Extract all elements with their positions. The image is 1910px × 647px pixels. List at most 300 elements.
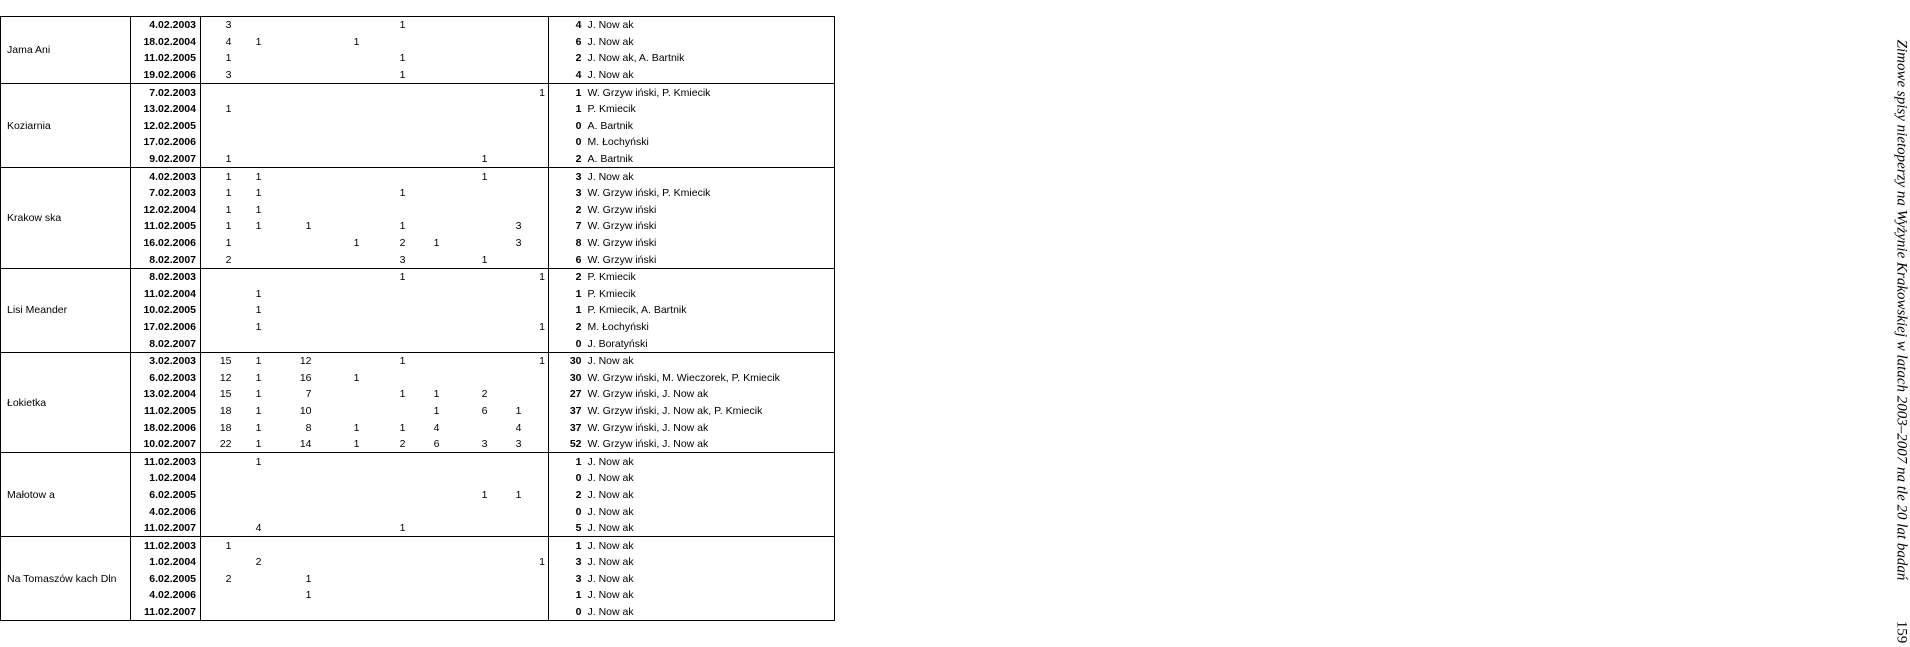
species-count (409, 537, 443, 554)
species-count (491, 118, 525, 135)
observers: M. Łochyński (585, 319, 835, 336)
species-count (315, 487, 363, 504)
census-date: 9.02.2007 (131, 151, 201, 168)
observers: P. Kmiecik (585, 268, 835, 285)
species-count (265, 302, 315, 319)
species-count (265, 520, 315, 537)
observers: J. Now ak (585, 537, 835, 554)
species-count (409, 470, 443, 487)
species-count (491, 168, 525, 185)
species-count (491, 84, 525, 101)
species-count (265, 319, 315, 336)
species-count: 1 (315, 436, 363, 453)
observers: W. Grzyw iński, J. Now ak, P. Kmiecik (585, 403, 835, 420)
species-count (409, 218, 443, 235)
species-count: 1 (255, 304, 262, 317)
species-count (409, 587, 443, 604)
species-count (409, 168, 443, 185)
observers: J. Now ak (585, 604, 835, 621)
species-count (265, 235, 315, 252)
observers: W. Grzyw iński, P. Kmiecik (585, 84, 835, 101)
species-count: 3 (515, 220, 522, 233)
species-count (235, 604, 265, 621)
species-count (443, 67, 491, 84)
species-count: 3 (201, 67, 235, 84)
observers: A. Bartnik (585, 151, 835, 168)
observers: J. Now ak (585, 503, 835, 520)
species-count (443, 302, 491, 319)
species-count (443, 101, 491, 118)
census-date: 11.02.2007 (131, 604, 201, 621)
species-count: 12 (219, 371, 232, 384)
species-count (525, 302, 549, 319)
row-total: 4 (549, 67, 585, 84)
row-total: 0 (549, 503, 585, 520)
species-count (363, 470, 409, 487)
species-count (491, 537, 525, 554)
species-count (265, 134, 315, 151)
census-date: 8.02.2007 (131, 251, 201, 268)
species-count (491, 554, 525, 571)
species-count (201, 268, 235, 285)
observers: J. Now ak (585, 168, 835, 185)
row-total: 1 (549, 286, 585, 303)
species-count (409, 268, 443, 285)
census-date: 11.02.2004 (131, 286, 201, 303)
species-count (443, 587, 491, 604)
row-total: 2 (549, 202, 585, 219)
species-count (409, 17, 443, 34)
row-total: 1 (549, 101, 585, 118)
species-count (201, 302, 235, 319)
species-count: 1 (201, 168, 235, 185)
species-count (525, 419, 549, 436)
species-count (409, 503, 443, 520)
site-name: Lisi Meander (1, 268, 131, 352)
species-count (363, 453, 409, 470)
species-count (265, 487, 315, 504)
species-count (363, 84, 409, 101)
census-date: 10.02.2005 (131, 302, 201, 319)
species-count: 1 (539, 556, 545, 569)
species-count: 18 (219, 421, 232, 434)
observers: W. Grzyw iński, J. Now ak (585, 386, 835, 403)
species-count (409, 302, 443, 319)
observers: J. Now ak (585, 487, 835, 504)
species-count: 1 (363, 67, 409, 84)
species-count (265, 470, 315, 487)
running-header (945, 0, 1910, 647)
species-count (201, 470, 235, 487)
species-count (235, 17, 265, 34)
row-total: 2 (549, 319, 585, 336)
species-count (491, 369, 525, 386)
census-date: 16.02.2006 (131, 235, 201, 252)
species-count (491, 286, 525, 303)
species-count (363, 202, 409, 219)
species-count: 7 (305, 388, 312, 401)
species-count (235, 587, 265, 604)
species-count (363, 369, 409, 386)
species-count (315, 50, 363, 67)
census-date: 11.02.2005 (131, 50, 201, 67)
species-count: 1 (443, 168, 491, 185)
species-count: 1 (353, 421, 360, 434)
census-date: 6.02.2003 (131, 369, 201, 386)
row-total: 1 (549, 587, 585, 604)
species-count: 2 (363, 436, 409, 453)
species-count: 1 (433, 237, 440, 250)
observers: W. Grzyw iński, M. Wieczorek, P. Kmiecik (585, 369, 835, 386)
species-count: 1 (255, 220, 262, 233)
species-count (443, 352, 491, 369)
species-count: 3 (363, 251, 409, 268)
species-count (315, 151, 363, 168)
species-count (315, 571, 363, 588)
species-count: 1 (225, 203, 232, 216)
species-count: 1 (443, 151, 491, 168)
species-count: 4 (225, 35, 232, 48)
species-count: 1 (481, 488, 488, 501)
row-total: 8 (549, 235, 585, 252)
species-count (443, 202, 491, 219)
observers: J. Now ak (585, 352, 835, 369)
species-count (363, 604, 409, 621)
site-name: Małotow a (1, 453, 131, 537)
species-count: 1 (353, 371, 360, 384)
species-count: 1 (305, 589, 312, 602)
species-count (315, 604, 363, 621)
species-count: 1 (255, 203, 262, 216)
census-date: 4.02.2003 (131, 168, 201, 185)
species-count (409, 118, 443, 135)
observers: W. Grzyw iński (585, 218, 835, 235)
species-count: 1 (363, 520, 409, 537)
row-total: 6 (549, 34, 585, 51)
species-count (265, 286, 315, 303)
species-count (525, 436, 549, 453)
species-count (265, 604, 315, 621)
species-count (265, 168, 315, 185)
observers: J. Now ak (585, 17, 835, 34)
observers: W. Grzyw iński, P. Kmiecik (585, 185, 835, 202)
species-count (201, 487, 235, 504)
species-count: 4 (433, 421, 440, 434)
species-count (443, 571, 491, 588)
table-row (1, 453, 835, 470)
species-count (491, 134, 525, 151)
census-date: 4.02.2003 (131, 17, 201, 34)
row-total: 3 (549, 571, 585, 588)
species-count (409, 67, 443, 84)
species-count: 1 (225, 187, 232, 200)
species-count (409, 487, 443, 504)
species-count: 3 (443, 436, 491, 453)
species-count (443, 134, 491, 151)
species-count (491, 571, 525, 588)
species-count (265, 268, 315, 285)
species-count (491, 202, 525, 219)
observers: W. Grzyw iński (585, 235, 835, 252)
species-count (525, 50, 549, 67)
row-total: 0 (549, 470, 585, 487)
species-count (525, 134, 549, 151)
species-count (443, 604, 491, 621)
species-count (491, 352, 525, 369)
species-count (201, 503, 235, 520)
species-count (265, 202, 315, 219)
species-count (315, 17, 363, 34)
species-count (363, 34, 409, 51)
species-count (315, 335, 363, 352)
row-total: 2 (549, 151, 585, 168)
species-count (443, 503, 491, 520)
census-date: 6.02.2005 (131, 487, 201, 504)
species-count: 15 (219, 388, 232, 401)
species-count (315, 319, 363, 336)
row-total: 2 (549, 487, 585, 504)
species-count: 1 (363, 17, 409, 34)
species-count (265, 453, 315, 470)
species-count: 2 (225, 572, 232, 585)
species-count (315, 302, 363, 319)
species-count (265, 50, 315, 67)
row-total: 30 (549, 352, 585, 369)
species-count (525, 335, 549, 352)
row-total: 30 (549, 369, 585, 386)
species-count (443, 235, 491, 252)
species-count (265, 17, 315, 34)
species-count (235, 503, 265, 520)
species-count (409, 151, 443, 168)
observers: J. Now ak (585, 453, 835, 470)
species-count (315, 403, 363, 420)
species-count (525, 487, 549, 504)
census-date: 8.02.2007 (131, 335, 201, 352)
table-row (1, 268, 835, 285)
species-count: 1 (235, 168, 265, 185)
observers: W. Grzyw iński, J. Now ak (585, 436, 835, 453)
species-count (315, 453, 363, 470)
species-count (315, 218, 363, 235)
observers: J. Now ak (585, 470, 835, 487)
species-count (235, 118, 265, 135)
species-count (363, 319, 409, 336)
species-count: 16 (299, 371, 312, 384)
species-count (363, 101, 409, 118)
species-count: 1 (305, 220, 312, 233)
species-count (315, 268, 363, 285)
species-count (443, 34, 491, 51)
census-date: 11.02.2003 (131, 537, 201, 554)
species-count (491, 319, 525, 336)
species-count: 1 (525, 84, 549, 101)
row-total: 3 (549, 168, 585, 185)
census-date: 8.02.2003 (131, 268, 201, 285)
species-count: 15 (201, 352, 235, 369)
species-count (363, 587, 409, 604)
census-date: 3.02.2003 (131, 352, 201, 369)
species-count: 8 (305, 421, 312, 434)
row-total: 1 (549, 302, 585, 319)
species-count: 1 (433, 404, 440, 417)
row-total: 37 (549, 403, 585, 420)
row-total: 5 (549, 520, 585, 537)
observers: M. Łochyński (585, 134, 835, 151)
species-count (201, 554, 235, 571)
species-count: 2 (255, 556, 262, 569)
species-count: 22 (201, 436, 235, 453)
species-count (491, 503, 525, 520)
species-count (315, 202, 363, 219)
species-count (443, 419, 491, 436)
census-date: 11.02.2003 (131, 453, 201, 470)
row-total: 1 (549, 537, 585, 554)
species-count: 1 (225, 237, 232, 250)
species-count (363, 302, 409, 319)
species-count: 1 (305, 572, 312, 585)
species-count: 1 (225, 52, 232, 65)
species-count (409, 352, 443, 369)
species-count (525, 67, 549, 84)
species-count (315, 84, 363, 101)
species-count (315, 503, 363, 520)
census-date: 17.02.2006 (131, 134, 201, 151)
species-count (443, 453, 491, 470)
census-date: 19.02.2006 (131, 67, 201, 84)
species-count (235, 487, 265, 504)
species-count: 1 (399, 220, 406, 233)
species-count (265, 251, 315, 268)
species-count: 3 (201, 17, 235, 34)
species-count (409, 84, 443, 101)
species-count (491, 268, 525, 285)
census-date: 12.02.2004 (131, 202, 201, 219)
species-count: 1 (363, 268, 409, 285)
observers: P. Kmiecik, A. Bartnik (585, 302, 835, 319)
species-count (235, 134, 265, 151)
species-count (265, 185, 315, 202)
site-name: Łokietka (1, 352, 131, 453)
page-number: 159 (1893, 620, 1910, 644)
census-date: 11.02.2005 (131, 218, 201, 235)
species-count (363, 118, 409, 135)
observers: J. Now ak (585, 571, 835, 588)
species-count (443, 185, 491, 202)
species-count (409, 134, 443, 151)
species-count (363, 403, 409, 420)
species-count (491, 251, 525, 268)
species-count: 1 (525, 268, 549, 285)
running-header-title: Zimowe spisy nietoperzy na Wyżynie Krakowskiej w latach 2003–2007 na tle 20 lat badań (1893, 39, 1910, 581)
species-count (525, 168, 549, 185)
species-count (363, 571, 409, 588)
species-count (315, 67, 363, 84)
observers: A. Bartnik (585, 118, 835, 135)
site-name: Krakow ska (1, 168, 131, 269)
species-count (235, 268, 265, 285)
species-count: 1 (255, 187, 262, 200)
table-row (1, 17, 835, 34)
species-count (363, 554, 409, 571)
species-count (525, 520, 549, 537)
species-count (235, 50, 265, 67)
species-count (409, 335, 443, 352)
species-count (525, 118, 549, 135)
table-row (1, 537, 835, 554)
site-name: Na Tomaszów kach Dln (1, 537, 131, 621)
species-count (201, 604, 235, 621)
species-count: 1 (353, 35, 360, 48)
species-count (525, 604, 549, 621)
observers: J. Now ak (585, 520, 835, 537)
species-count: 2 (201, 251, 235, 268)
species-count (491, 335, 525, 352)
species-count: 6 (409, 436, 443, 453)
species-count (315, 554, 363, 571)
species-count (443, 286, 491, 303)
species-count: 10 (299, 404, 312, 417)
species-count: 4 (235, 520, 265, 537)
row-total: 52 (549, 436, 585, 453)
species-count: 1 (225, 103, 232, 116)
species-count (201, 453, 235, 470)
site-name: Koziarnia (1, 84, 131, 168)
species-count (443, 17, 491, 34)
species-count (265, 101, 315, 118)
species-count: 3 (515, 237, 522, 250)
species-count: 1 (201, 151, 235, 168)
observers: P. Kmiecik (585, 101, 835, 118)
species-count (443, 268, 491, 285)
census-date: 11.02.2005 (131, 403, 201, 420)
species-count (443, 218, 491, 235)
species-count (443, 319, 491, 336)
species-count (235, 67, 265, 84)
species-count (265, 118, 315, 135)
species-count (363, 286, 409, 303)
row-total: 7 (549, 218, 585, 235)
species-count (525, 218, 549, 235)
species-count: 1 (255, 421, 262, 434)
species-count (409, 202, 443, 219)
species-count: 1 (235, 436, 265, 453)
observers: J. Now ak, A. Bartnik (585, 50, 835, 67)
species-count (525, 202, 549, 219)
species-count (235, 571, 265, 588)
species-count (525, 470, 549, 487)
species-count (525, 453, 549, 470)
species-count (235, 537, 265, 554)
species-count (525, 235, 549, 252)
species-count (491, 453, 525, 470)
species-count (409, 251, 443, 268)
species-count: 1 (399, 52, 406, 65)
species-count (315, 520, 363, 537)
row-total: 0 (549, 134, 585, 151)
table-row (1, 352, 835, 369)
species-count (409, 50, 443, 67)
census-date: 1.02.2004 (131, 554, 201, 571)
observers: J. Boratyński (585, 335, 835, 352)
species-count (491, 17, 525, 34)
species-count (491, 151, 525, 168)
species-count: 1 (399, 187, 406, 200)
species-count (491, 520, 525, 537)
species-count (525, 17, 549, 34)
table-row (1, 84, 835, 101)
row-total: 27 (549, 386, 585, 403)
